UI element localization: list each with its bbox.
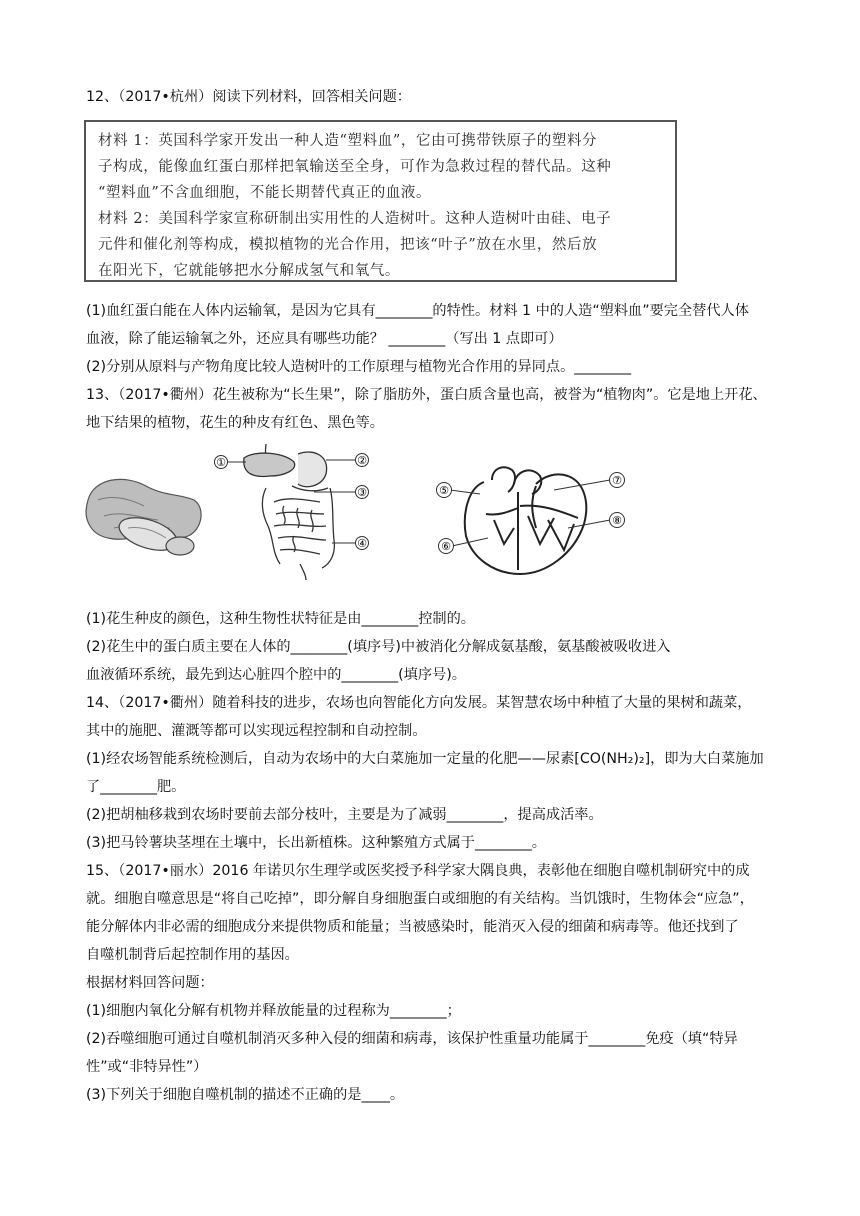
q13-line: 地下结果的植物，花生的种皮有红色、黑色等。	[86, 415, 384, 431]
material-line: 材料 2：美国科学家宣称研制出实用性的人造树叶。这种人造树叶由硅、电子	[98, 211, 612, 227]
digestive-system-figure	[214, 440, 370, 580]
q12-line: 血液，除了能运输氧之外，还应具有哪些功能？ ________（写出 1 点即可）	[86, 331, 563, 347]
q13-answer: 血液循环系统，最先到达心脏四个腔中的________(填序号)。	[86, 667, 466, 683]
q13-answer: (2)花生中的蛋白质主要在人体的________(填序号)中被消化分解成氨基酸，氨基酸被吸收进入	[86, 639, 671, 655]
material-line: 子构成，能像血红蛋白那样把氧输送至全身，可作为急救过程的替代品。这种	[98, 159, 612, 175]
q14-line: 了________肥。	[86, 779, 186, 795]
label-2: ②	[357, 454, 367, 467]
material-line: “塑料血”不含血细胞，不能长期替代真正的血液。	[98, 185, 432, 201]
q15-line: 性”或“非特异性”）	[86, 1059, 208, 1075]
label-1: ①	[216, 456, 226, 469]
q12-line: (1)血红蛋白能在人体内运输氧，是因为它具有________的特性。材料 1 中的人造“塑料血”要完全替代人体	[86, 303, 749, 319]
heart-figure	[428, 458, 632, 578]
q14-line: (3)把马铃薯块茎埋在土壤中，长出新植株。这种繁殖方式属于________。	[86, 835, 546, 851]
q15-line: (3)下列关于细胞自噬机制的描述不正确的是____。	[86, 1087, 405, 1103]
material-line: 元件和催化剂等构成，模拟植物的光合作用，把该“叶子”放在水里，然后放	[98, 237, 598, 253]
q15-line: 根据材料回答问题：	[86, 975, 214, 991]
label-6: ⑥	[441, 540, 451, 553]
material-box	[84, 120, 677, 282]
label-4: ④	[357, 537, 367, 550]
q15-line: 自噬机制背后起控制作用的基因。	[86, 947, 299, 963]
q15-line: (1)细胞内氧化分解有机物并释放能量的过程称为________；	[86, 1003, 461, 1019]
material-line: 在阳光下，它就能够把水分解成氢气和氧气。	[98, 263, 400, 279]
q12-title: 12、（2017•杭州）阅读下列材料，回答相关问题：	[86, 89, 411, 105]
label-5: ⑤	[439, 484, 449, 497]
material-line: 材料 1：英国科学家开发出一种人造“塑料血”，它由可携带铁原子的塑料分	[98, 133, 598, 149]
q13-answer: (1)花生种皮的颜色，这种生物性状特征是由________控制的。	[86, 611, 475, 627]
q13-line: 13、（2017•衢州）花生被称为“长生果”，除了脂肪外，蛋白质含量也高，被誉为“植物肉”。它是地上开花、	[86, 387, 767, 403]
q12-line: (2)分别从原料与产物角度比较人造树叶的工作原理与植物光合作用的异同点。________	[86, 359, 632, 375]
q15-line: 15、（2017•丽水）2016 年诺贝尔生理学或医奖授予科学家大隅良典，表彰他在细胞自噬机制研究中的成	[86, 863, 750, 879]
label-7: ⑦	[612, 474, 622, 487]
peanut-figure	[84, 470, 208, 560]
label-8: ⑧	[612, 514, 622, 527]
q15-line: 能分解体内非必需的细胞成分来提供物质和能量；当被感染时，能消灭入侵的细菌和病毒等。他还找到了	[86, 919, 739, 935]
q14-line: 14、（2017•衢州）随着科技的进步，农场也向智能化方向发展。某智慧农场中种植了大量的果树和蔬菜，	[86, 695, 752, 711]
q14-line: (2)把胡柚移栽到农场时要前去部分枝叶，主要是为了减弱________，提高成活率。	[86, 807, 603, 823]
q15-line: 就。细胞自噬意思是“将自己吃掉”，即分解自身细胞蛋白或细胞的有关结构。当饥饿时，生物体会“应急”，	[86, 891, 754, 907]
label-3: ③	[357, 486, 367, 499]
q14-line: (1)经农场智能系统检测后，自动为农场中的大白菜施加一定量的化肥——尿素[CO(NH₂)₂]，即为大白菜施加	[86, 751, 764, 767]
q15-line: (2)吞噬细胞可通过自噬机制消灭多种入侵的细菌和病毒，该保护性重量功能属于________免疫（填“特异	[86, 1031, 738, 1047]
q14-line: 其中的施肥、灌溉等都可以实现远程控制和自动控制。	[86, 723, 427, 739]
